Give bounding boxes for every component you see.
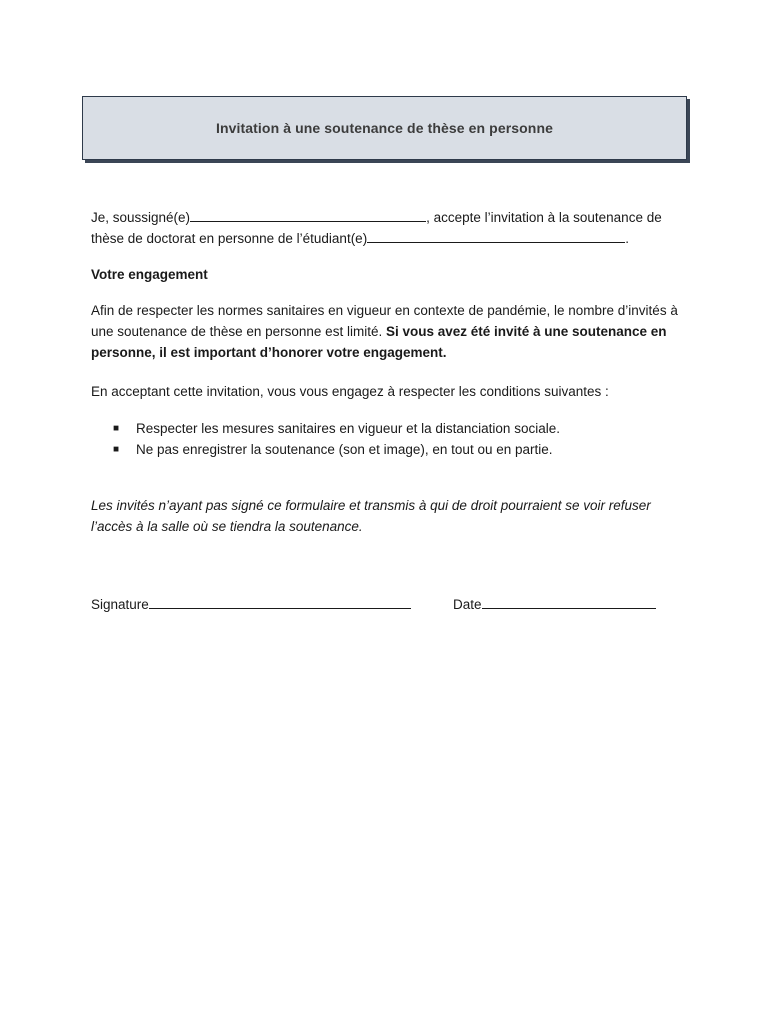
signature-label: Signature	[91, 597, 149, 612]
engagement-heading: Votre engagement	[91, 267, 208, 282]
intro-paragraph	[91, 207, 691, 249]
document-title: Invitation à une soutenance de thèse en personne	[216, 120, 553, 136]
signature-block	[91, 594, 453, 615]
condition-text: Respecter les mesures sanitaires en vigueur et la distanciation sociale.	[136, 421, 560, 436]
list-item	[91, 418, 691, 439]
square-bullet-icon: ■	[113, 444, 120, 455]
notice-paragraph: Les invités n’ayant pas signé ce formulaire et transmis à qui de droit pourraient se voir refuser l’accès à la salle où se tiendra la soutenance.	[91, 498, 651, 534]
student-name-field[interactable]	[367, 229, 625, 243]
signatory-name-field[interactable]	[190, 208, 426, 222]
engagement-text: Afin de respecter les normes sanitaires en vigueur en contexte de pandémie, le nombre d’invités à une soutenance de thèse en personne est limité.	[91, 303, 678, 339]
date-block	[453, 594, 656, 615]
square-bullet-icon: ■	[113, 423, 120, 434]
date-label: Date	[453, 597, 482, 612]
document-body	[91, 207, 691, 615]
intro-text-2: , accepte l’invitation à la soutenance de thèse de doctorat en personne de l’étudiant(e)	[91, 210, 662, 246]
list-item	[91, 439, 691, 460]
engagement-paragraph	[91, 300, 691, 363]
signature-row	[91, 594, 691, 615]
signature-field[interactable]	[149, 595, 411, 609]
intro-text-3: .	[625, 231, 629, 246]
conditions-intro: En acceptant cette invitation, vous vous engagez à respecter les conditions suivantes :	[91, 384, 609, 399]
intro-text-1: Je, soussigné(e)	[91, 210, 191, 225]
engagement-bold-text: Si vous avez été invité à une soutenance en personne, il est important d’honorer votre engagement.	[91, 324, 667, 360]
condition-text: Ne pas enregistrer la soutenance (son et image), en tout ou en partie.	[136, 442, 553, 457]
title-box	[82, 96, 687, 160]
conditions-list	[91, 418, 691, 460]
date-field[interactable]	[482, 595, 656, 609]
